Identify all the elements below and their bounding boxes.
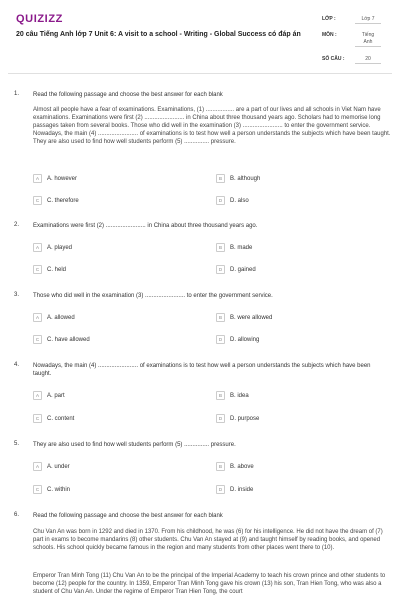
answer-option-b[interactable] <box>216 462 254 471</box>
option-label: A. played <box>47 244 73 251</box>
option-label: D. purpose <box>230 415 260 422</box>
reading-passage: Chu Van An was born in 1292 and died in 1370. From his childhood, he was (6) for his intelligence. He did not have the dream of (7) part in exams to become mandarins (8) other students. Chu Van An stayed at (9) and taught himself by reading books, and opened schools. His school quickly became famous in the region and many students from other places went there to (10). <box>33 529 383 551</box>
option-label: C. content <box>47 415 75 422</box>
option-letter-box[interactable]: D <box>216 265 225 274</box>
option-letter-box[interactable]: B <box>216 462 225 471</box>
option-label: A. however <box>47 175 78 182</box>
option-label: C. within <box>47 486 71 493</box>
option-label: D. inside <box>230 486 254 493</box>
answer-option-c[interactable] <box>33 265 66 274</box>
option-letter-box[interactable]: D <box>216 485 225 494</box>
option-letter-box[interactable]: A <box>33 462 42 471</box>
question-number: 3. <box>14 292 20 298</box>
answer-option-d[interactable] <box>216 335 259 344</box>
option-letter-box[interactable]: A <box>33 313 42 322</box>
count-value: 20 <box>355 56 381 64</box>
answer-option-a[interactable] <box>33 174 77 183</box>
option-label: B. made <box>230 244 253 251</box>
option-label: B. were allowed <box>230 314 273 321</box>
option-label: D. allowing <box>230 336 260 343</box>
question-prompt: They are also used to find how well students perform (5) ............... pressure. <box>33 442 236 448</box>
question-number: 6. <box>14 512 20 518</box>
document-title: 20 câu Tiếng Anh lớp 7 Unit 6: A visit to a school - Writing - Global Success có đáp án <box>16 31 301 38</box>
question-number: 2. <box>14 222 20 228</box>
option-label: B. above <box>230 463 254 470</box>
class-value: Lớp 7 <box>355 16 381 24</box>
question-number: 1. <box>14 91 20 97</box>
question-prompt: Read the following passage and choose the best answer for each blank <box>33 92 223 98</box>
answer-option-a[interactable] <box>33 313 75 322</box>
option-letter-box[interactable]: C <box>33 335 42 344</box>
option-label: D. also <box>230 197 249 204</box>
option-letter-box[interactable]: A <box>33 174 42 183</box>
answer-option-c[interactable] <box>33 335 90 344</box>
option-label: B. idea <box>230 392 249 399</box>
answer-option-d[interactable] <box>216 265 256 274</box>
option-letter-box[interactable]: C <box>33 485 42 494</box>
answer-option-b[interactable] <box>216 313 272 322</box>
subject-value-line1: Tiếng <box>361 32 375 38</box>
answer-option-c[interactable] <box>33 196 79 205</box>
option-letter-box[interactable]: C <box>33 265 42 274</box>
subject-label: MÔN : <box>322 32 337 38</box>
option-letter-box[interactable]: B <box>216 243 225 252</box>
reading-passage: Almost all people have a fear of examinations. Examinations, (1) ................. are a part of our lives and all schools in Viet Nam have examinations. Examinations were first (2) ........................ in China about three thousand years ago. Scholars had to memorise long passages taken from several books. Those who did well in the examination (3) ........................ to enter the government service. Nowadays, the main (4) ........................ of examinations is to test how well a person understands the subjects which have been taught. They are also used to find how well students perform (5) ............... pressure. <box>33 107 391 145</box>
answer-option-b[interactable] <box>216 174 260 183</box>
answer-option-d[interactable] <box>216 414 259 423</box>
answer-option-a[interactable] <box>33 243 72 252</box>
subject-value-line2: Anh <box>363 39 373 45</box>
count-label: SỐ CÂU : <box>322 56 345 62</box>
answer-option-a[interactable] <box>33 391 65 400</box>
option-letter-box[interactable]: B <box>216 391 225 400</box>
option-label: A. part <box>47 392 65 399</box>
reading-passage: Emperor Tran Minh Tong (11) Chu Van An to be the principal of the Imperial Academy to teach his crown prince and other students to become (12) people for the country. In 1359, Emperor Tran Minh Tong gave his crown (13) his son, Tran Hien Tong, who was also a student of Chu Van An. Under the regime of Emperor Tran Hien Tong, the court <box>33 573 386 595</box>
answer-option-c[interactable] <box>33 485 70 494</box>
option-letter-box[interactable]: B <box>216 174 225 183</box>
option-letter-box[interactable]: A <box>33 391 42 400</box>
answer-option-a[interactable] <box>33 462 70 471</box>
answer-option-c[interactable] <box>33 414 74 423</box>
question-number: 5. <box>14 441 20 447</box>
option-label: A. under <box>47 463 70 470</box>
option-letter-box[interactable]: D <box>216 335 225 344</box>
option-label: A. allowed <box>47 314 75 321</box>
class-label: LỚP : <box>322 16 336 22</box>
answer-option-b[interactable] <box>216 243 252 252</box>
option-label: C. therefore <box>47 197 79 204</box>
question-number: 4. <box>14 362 20 368</box>
answer-option-b[interactable] <box>216 391 249 400</box>
option-letter-box[interactable]: C <box>33 196 42 205</box>
question-prompt: Nowadays, the main (4) ........................ of examinations is to test how well a person understands the subjects which have been taught. <box>33 363 371 377</box>
question-prompt: Examinations were first (2) ........................ in China about three thousand years ago. <box>33 223 258 229</box>
question-prompt: Read the following passage and choose the best answer for each blank <box>33 513 223 519</box>
option-letter-box[interactable]: B <box>216 313 225 322</box>
option-letter-box[interactable]: C <box>33 414 42 423</box>
option-letter-box[interactable]: A <box>33 243 42 252</box>
option-label: C. held <box>47 266 67 273</box>
option-label: D. gained <box>230 266 256 273</box>
quizizz-logo[interactable]: QUIZIZZ <box>16 13 63 25</box>
option-letter-box[interactable]: D <box>216 196 225 205</box>
option-label: B. although <box>230 175 261 182</box>
answer-option-d[interactable] <box>216 196 249 205</box>
option-letter-box[interactable]: D <box>216 414 225 423</box>
answer-option-d[interactable] <box>216 485 253 494</box>
option-label: C. have allowed <box>47 336 90 343</box>
question-prompt: Those who did well in the examination (3) ........................ to enter the government service. <box>33 293 273 299</box>
